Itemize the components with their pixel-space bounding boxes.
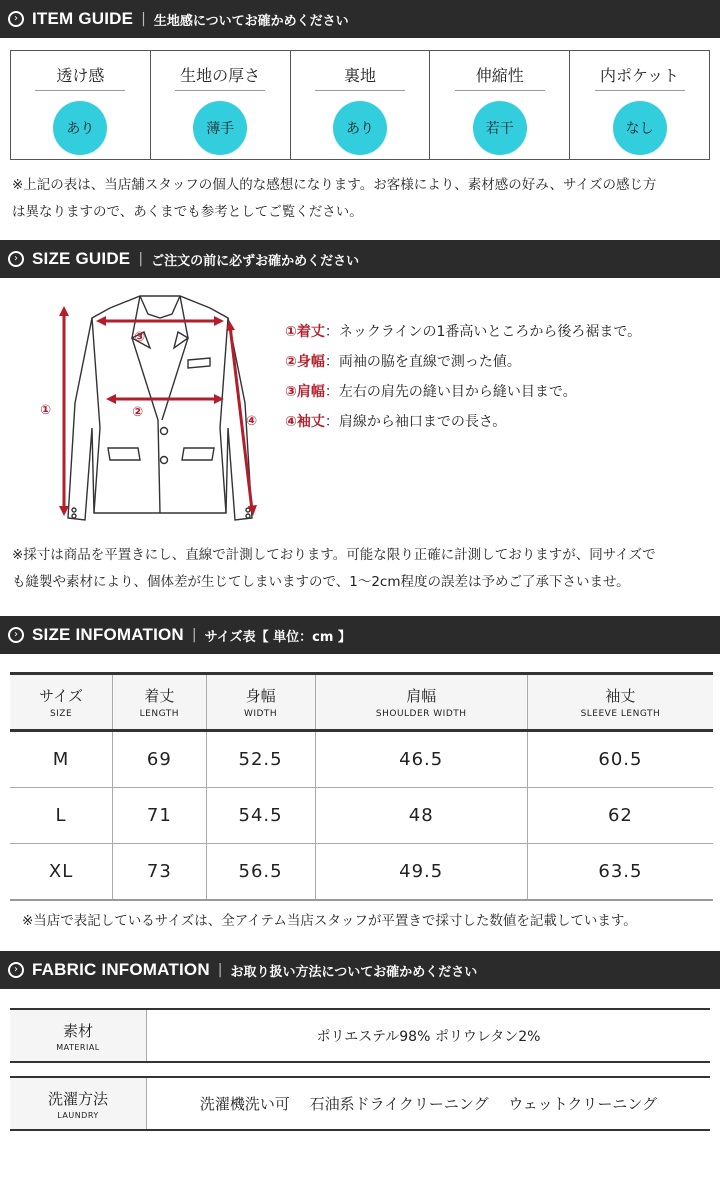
measure-item — [285, 407, 641, 437]
section-title: SIZE GUIDE — [32, 249, 131, 268]
table-row — [10, 788, 713, 844]
fabric-row-laundry — [10, 1076, 710, 1131]
col-header-sleeve: 袖丈 SLEEVE LENGTH — [527, 674, 713, 731]
marker-sleeve: ④ — [246, 414, 258, 429]
guide-cell-thickness — [151, 51, 291, 159]
guide-cell-inner-pocket — [570, 51, 709, 159]
fabric-row-material — [10, 1008, 710, 1063]
size-info-header — [0, 616, 720, 654]
measure-label: ①着丈 — [285, 324, 325, 340]
fabric-value: 洗濯機洗い可 石油系ドライクリーニング ウェットクリーニング — [199, 1095, 658, 1113]
divider: | — [141, 11, 146, 27]
fabric-key — [10, 1078, 147, 1129]
measure-desc: ：両袖の脇を直線で測った値。 — [324, 354, 521, 370]
fabric-key-jp: 洗濯方法 — [47, 1089, 108, 1108]
table-cell: 73 — [113, 844, 206, 901]
chevron-right-icon: › — [8, 627, 24, 643]
fabric-value: ポリエステル98% ポリウレタン2% — [316, 1028, 541, 1045]
guide-label: 生地の厚さ — [175, 63, 265, 91]
guide-label: 伸縮性 — [455, 63, 545, 91]
section-subtitle: ご注文の前に必ずお確かめください — [151, 253, 360, 269]
guide-cell-sheer — [11, 51, 151, 159]
jacket-measurement-diagram — [40, 288, 280, 528]
table-cell: 56.5 — [206, 844, 315, 901]
table-cell: L — [10, 788, 113, 844]
table-cell: 46.5 — [315, 731, 527, 788]
fabric-info-header — [0, 951, 720, 989]
table-cell: 52.5 — [206, 731, 315, 788]
item-guide-note — [12, 172, 656, 226]
marker-length: ① — [40, 403, 52, 418]
guide-badge: あり — [333, 101, 387, 155]
size-guide-header — [0, 240, 720, 278]
marker-width: ② — [132, 405, 144, 420]
table-cell: M — [10, 731, 113, 788]
measure-desc: ：左右の肩先の縫い目から縫い目まで。 — [324, 384, 577, 400]
table-cell: 62 — [527, 788, 713, 844]
guide-badge: 薄手 — [193, 101, 247, 155]
jacket-illustration — [68, 296, 252, 520]
measure-label: ②身幅 — [285, 354, 325, 370]
measure-item — [285, 377, 641, 407]
section-subtitle: お取り扱い方法についてお確かめください — [230, 964, 478, 980]
measure-label: ③肩幅 — [285, 384, 325, 400]
note-line: ※採寸は商品を平置きにし、直線で計測しております。可能な限り正確に計測しておりますが、同サイズで — [12, 547, 656, 563]
measure-label: ④袖丈 — [285, 414, 325, 430]
divider: | — [138, 251, 144, 267]
fabric-key — [10, 1010, 147, 1061]
measure-desc: ：肩線から袖口までの長さ。 — [324, 414, 507, 430]
measurement-legend — [285, 317, 641, 437]
table-row — [10, 731, 713, 788]
table-cell: 48 — [315, 788, 527, 844]
col-header-length: 着丈 LENGTH — [113, 674, 206, 731]
item-guide-header — [0, 0, 720, 38]
marker-shoulder: ③ — [134, 330, 146, 345]
table-row — [10, 844, 713, 901]
table-cell: 60.5 — [527, 731, 713, 788]
table-cell: 63.5 — [527, 844, 713, 901]
guide-cell-stretch — [430, 51, 570, 159]
item-guide-table — [10, 50, 710, 160]
size-info-note: ※当店で表記しているサイズは、全アイテム当店スタッフが平置きで採寸した数値を記載しています。 — [22, 913, 637, 929]
section-title: ITEM GUIDE — [32, 9, 134, 28]
guide-cell-lining — [291, 51, 431, 159]
chevron-right-icon: › — [8, 11, 24, 27]
section-title: FABRIC INFOMATION — [32, 960, 210, 979]
measure-item — [285, 317, 641, 347]
guide-badge: なし — [613, 101, 667, 155]
section-subtitle: 生地感についてお確かめください — [153, 13, 349, 29]
fabric-key-en: LAUNDRY — [57, 1110, 99, 1120]
table-cell: 49.5 — [315, 844, 527, 901]
table-cell: XL — [10, 844, 113, 901]
size-guide-note — [12, 542, 656, 596]
measure-item — [285, 347, 641, 377]
guide-badge: 若干 — [473, 101, 527, 155]
divider: | — [191, 627, 197, 643]
col-header-width: 身幅 WIDTH — [206, 674, 315, 731]
fabric-key-en: MATERIAL — [56, 1042, 100, 1052]
guide-label: 裏地 — [315, 63, 405, 91]
table-cell: 71 — [113, 788, 206, 844]
chevron-right-icon: › — [8, 962, 24, 978]
section-subtitle: サイズ表【 単位：cm 】 — [204, 629, 351, 645]
fabric-key-jp: 素材 — [62, 1021, 93, 1040]
note-line: は異なりますので、あくまでも参考としてご覧ください。 — [12, 204, 363, 220]
note-line: も縫製や素材により、個体差が生じてしまいますので、1〜2cm程度の誤差は予めご了承下さいませ。 — [12, 574, 630, 590]
guide-badge: あり — [53, 101, 107, 155]
size-table-header-row — [10, 674, 713, 731]
col-header-shoulder: 肩幅 SHOULDER WIDTH — [315, 674, 527, 731]
measure-desc: ：ネックラインの1番高いところから後ろ裾まで。 — [324, 324, 642, 340]
section-title: SIZE INFOMATION — [32, 625, 184, 644]
guide-label: 内ポケット — [595, 63, 685, 91]
col-header-size: サイズ SIZE — [10, 674, 113, 731]
divider: | — [217, 962, 223, 978]
table-cell: 69 — [113, 731, 206, 788]
table-cell: 54.5 — [206, 788, 315, 844]
size-table — [10, 672, 713, 901]
guide-label: 透け感 — [35, 63, 125, 91]
chevron-right-icon: › — [8, 251, 24, 267]
note-line: ※上記の表は、当店舗スタッフの個人的な感想になります。お客様により、素材感の好み、サイズの感じ方 — [12, 177, 657, 193]
